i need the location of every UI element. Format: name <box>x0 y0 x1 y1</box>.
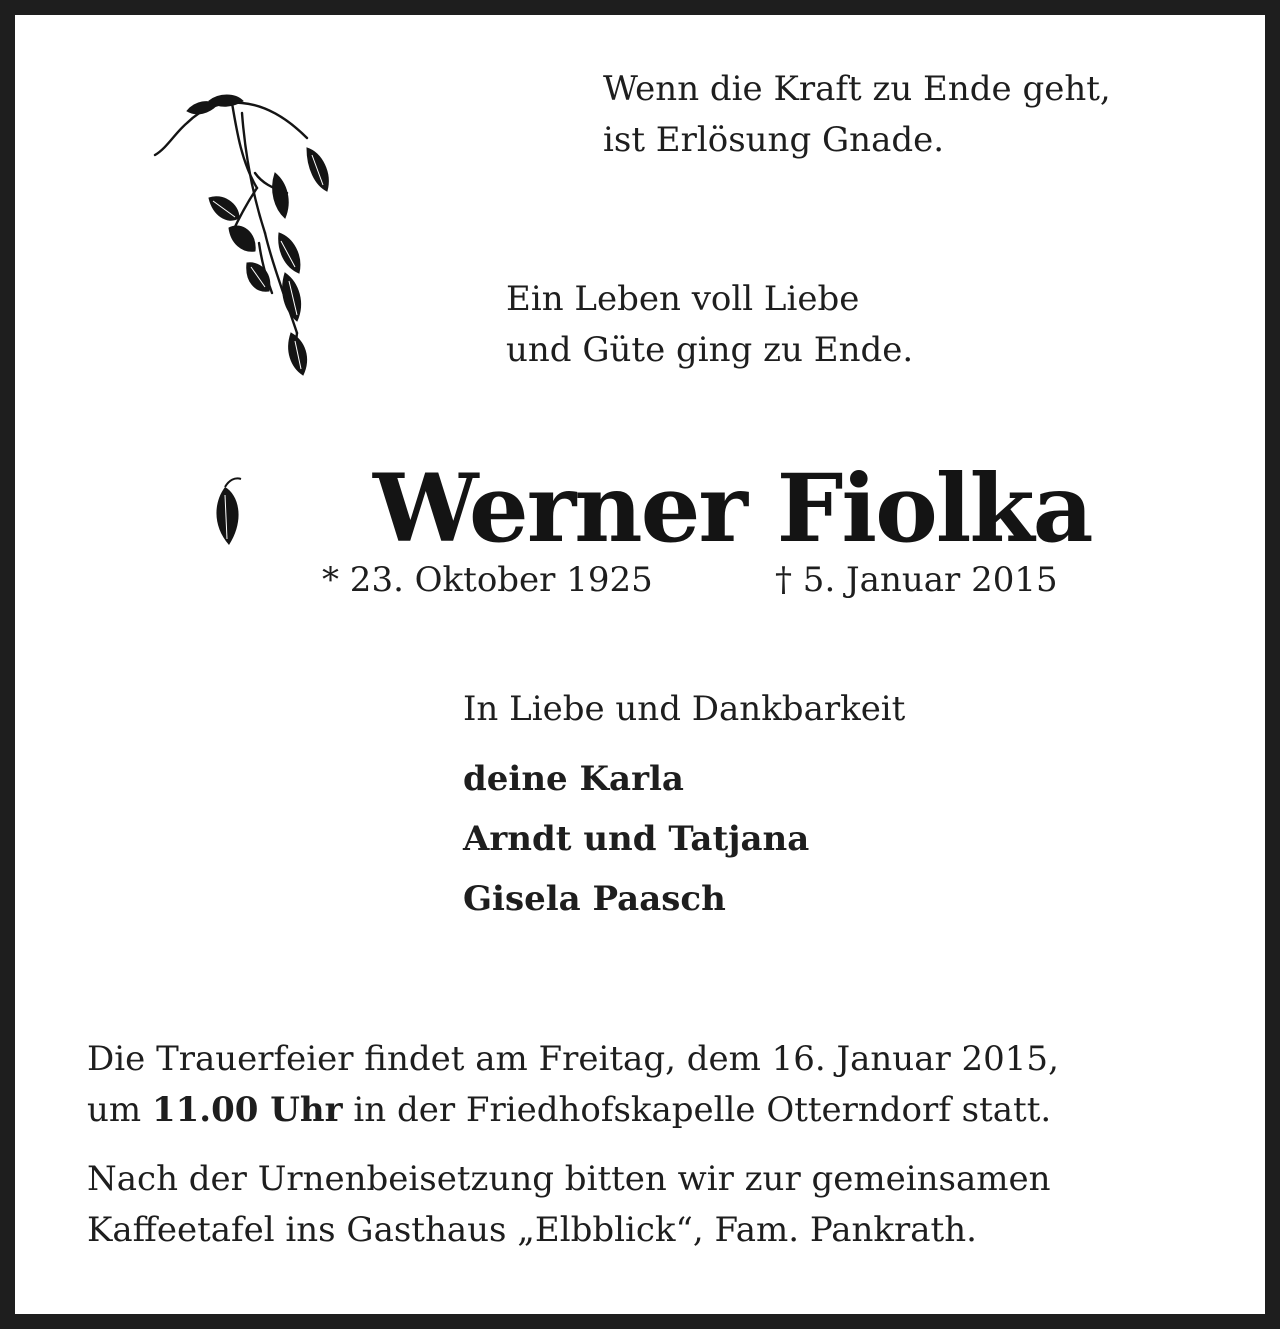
quote-line-1: Wenn die Kraft zu Ende geht, <box>603 69 1111 109</box>
hanging-leaves-branch-icon <box>147 93 347 393</box>
reception-line-2: Kaffeetafel ins Gasthaus „Elbblick“, Fam. Pankrath. <box>87 1210 977 1250</box>
service-line-2-start: um <box>87 1090 142 1130</box>
reception-line-1: Nach der Urnenbeisetzung bitten wir zur gemeinsamen <box>87 1159 1051 1199</box>
mourner-name: deine Karla <box>463 759 684 799</box>
mourner-name: Gisela Paasch <box>463 879 726 919</box>
service-line-1: Die Trauerfeier findet am Freitag, dem 16. Januar 2015, <box>87 1039 1059 1079</box>
intro-line-2: und Güte ging zu Ende. <box>506 330 914 370</box>
mourners-intro: In Liebe und Dankbarkeit <box>463 689 906 729</box>
service-time: 11.00 Uhr <box>151 1090 343 1130</box>
service-line-2-end: in der Friedhofskapelle Otterndorf statt. <box>353 1090 1052 1130</box>
quote-line-2: ist Erlösung Gnade. <box>603 120 945 160</box>
mourner-name: Arndt und Tatjana <box>463 819 810 859</box>
service-line-2 <box>87 1090 1052 1130</box>
deceased-name: Werner Fiolka <box>373 454 1092 564</box>
falling-leaf-icon <box>195 465 255 555</box>
intro-line-1: Ein Leben voll Liebe <box>506 279 860 319</box>
birth-date: * 23. Oktober 1925 <box>322 560 653 600</box>
death-date: † 5. Januar 2015 <box>775 560 1058 600</box>
